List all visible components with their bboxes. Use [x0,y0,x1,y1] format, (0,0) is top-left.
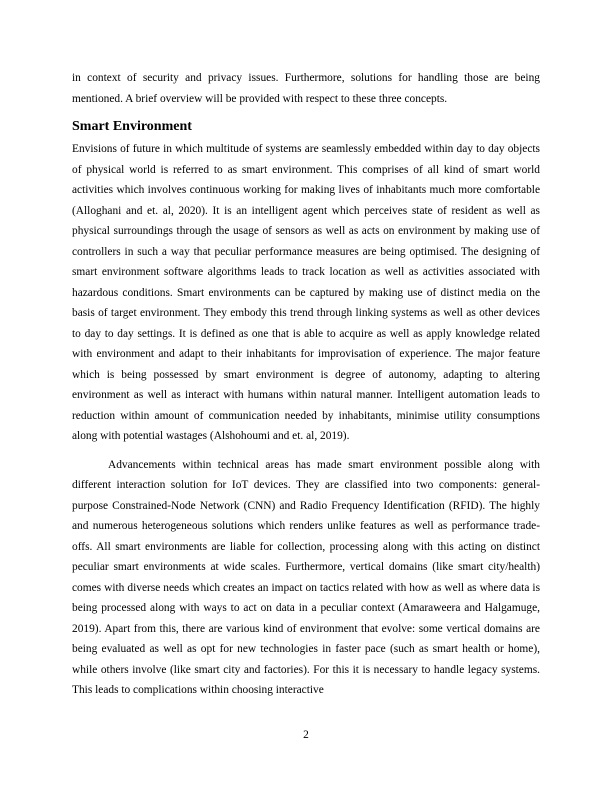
page-number: 2 [303,729,309,741]
intro-paragraph: in context of security and privacy issues. Furthermore, solutions for handling those are being mentioned. A brief overview will be provided with respect to these three concepts. [72,72,540,105]
section-heading: Smart Environment [72,119,192,134]
document-page [72,68,540,701]
body-paragraph-2: Advancements within technical areas has made smart environment possible along with different interaction solution for IoT devices. They are classified into two components: general-purpose Constrained-Node Network (CNN) and Radio Frequency Identification (RFID). The highly and numerous heterogeneous solutions which renders unlike features as well as performance trade-offs. All smart environments are liable for collection, processing along with this acting on distinct peculiar smart environments at wide scales. Furthermore, vertical domains (like smart city/health) comes with diverse needs which creates an impact on tactics related with how as well as where data is being processed along with ways to act on data in a peculiar context (Amaraweera and Halgamuge, 2019). Apart from this, there are various kind of environment that evolve: some vertical domains are being evaluated as well as opt for new technologies in faster pace (such as smart health or home), while others involve (like smart city and factories). For this it is necessary to handle legacy systems. This leads to complications within choosing interactive [72,458,540,696]
body-paragraph-1: Envisions of future in which multitude of systems are seamlessly embedded within day to day objects of physical world is referred to as smart environment. This comprises of all kind of smart world activities which involves continuous working for making lives of inhabitants much more comfortable (Alloghani and et. al, 2020). It is an intelligent agent which perceives state of resident as well as physical surroundings through the usage of sensors as well as acts on environment by making use of controllers in such a way that peculiar performance measures are being optimised. The designing of smart environment software algorithms leads to track location as well as activities associated with hazardous conditions. Smart environments can be captured by making use of distinct media on the basis of target environment. They embody this trend through linking systems as well as other devices to day to day settings. It is defined as one that is able to acquire as well as apply knowledge related with environment and adapt to their inhabitants for improvisation of experience. The major feature which is being possessed by smart environment is degree of autonomy, adapting to altering environment as well as interact with humans within natural manner. Intelligent automation leads to reduction within amount of communication needed by inhabitants, minimise utility consumptions along with potential wastages (Alshohoumi and et. al, 2019). [72,143,540,442]
